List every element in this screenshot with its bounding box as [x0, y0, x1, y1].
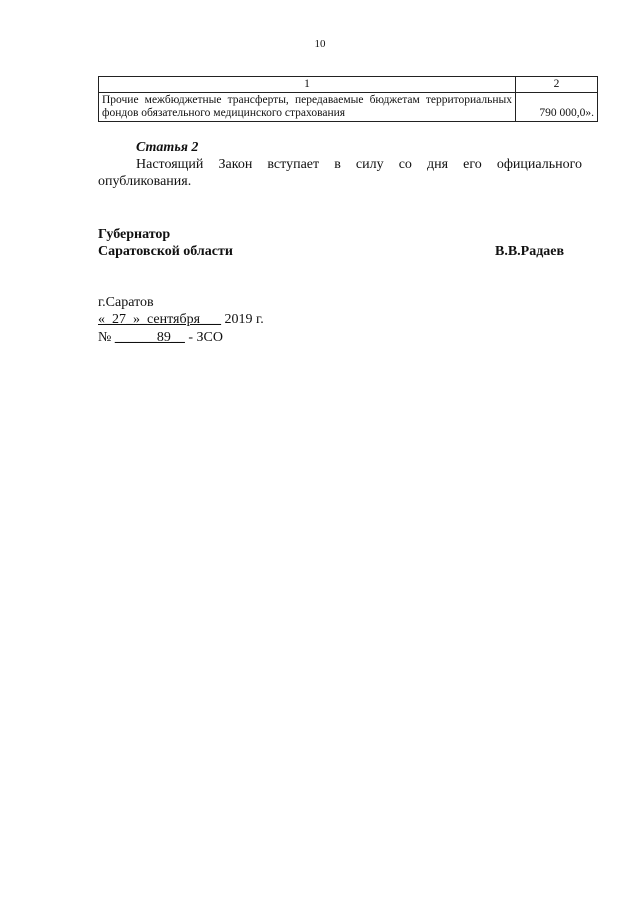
table-header-col2: 2: [516, 77, 598, 93]
table-row-description: Прочие межбюджетные трансферты, передаваемые бюджетам территориальных фондов обязательного медицинского страхования: [99, 93, 516, 122]
city: г.Саратов: [98, 295, 154, 310]
date-close-quote: »: [133, 312, 140, 327]
page-number: 10: [314, 38, 326, 50]
number-value: ______89__: [114, 330, 185, 345]
table-header-row: [99, 77, 598, 93]
number-prefix: №: [98, 330, 115, 345]
article-text: Настоящий Закон вступает в силу со дня его официального опубликования.: [98, 157, 582, 189]
number-suffix: - ЗСО: [184, 330, 223, 345]
signatory-title-line2: Саратовской области: [98, 244, 233, 259]
article-title: Статья 2: [136, 140, 199, 155]
table-row: [99, 93, 598, 122]
signatory-name: В.В.Радаев: [495, 244, 565, 259]
law-number: [98, 330, 223, 346]
signing-date: [98, 312, 264, 328]
signatory-title-line1: Губернатор: [98, 227, 171, 242]
date-month: _сентября___: [140, 312, 222, 327]
date-year: 2019 г.: [221, 312, 264, 327]
table-row-value: 790 000,0».: [516, 93, 598, 122]
date-day: _27_: [105, 312, 133, 327]
budget-table: [98, 76, 598, 122]
date-open-quote: «: [98, 312, 105, 327]
table-header-col1: 1: [99, 77, 516, 93]
